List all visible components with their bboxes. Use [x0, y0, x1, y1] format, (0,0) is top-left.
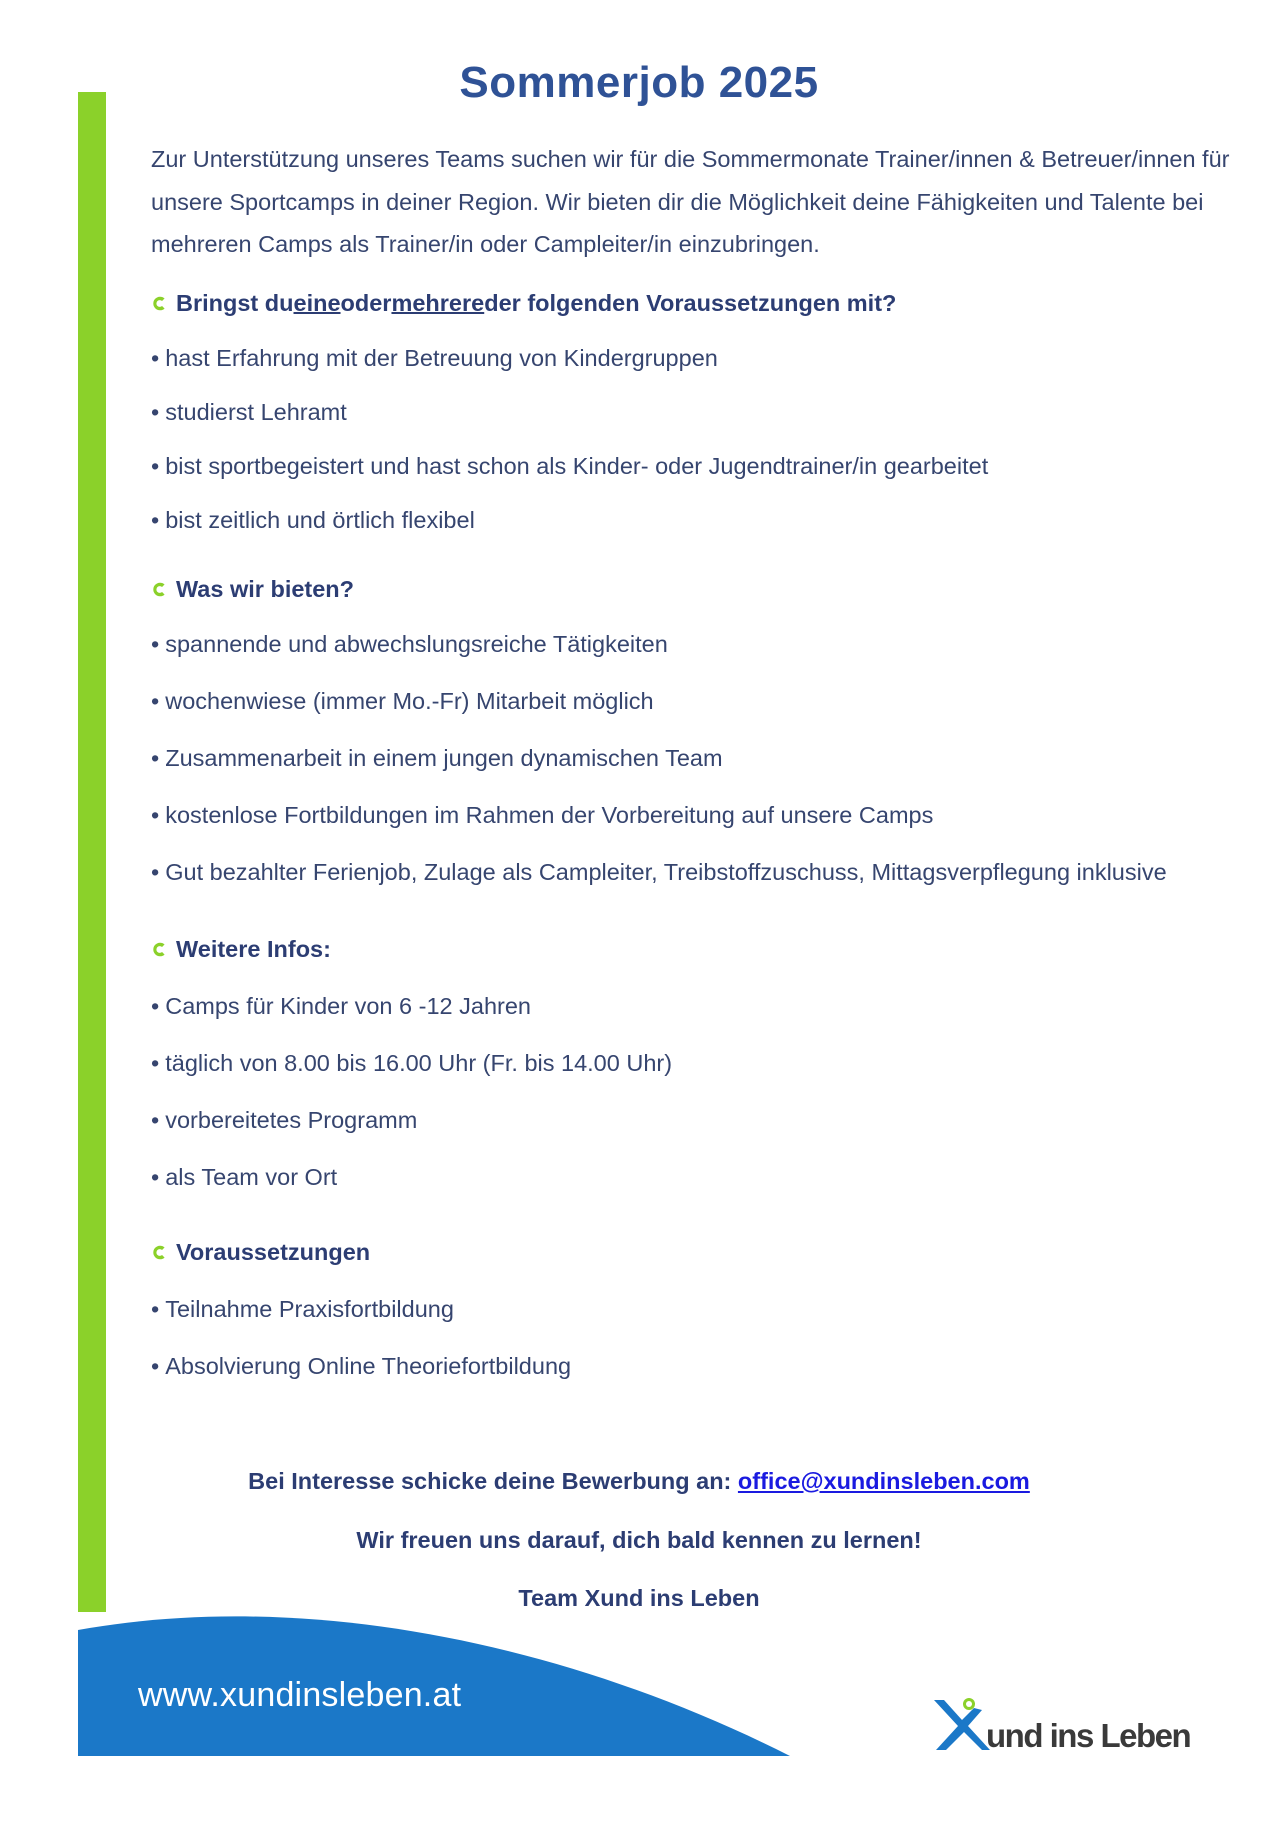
list-item-text: Gut bezahlter Ferienjob, Zulage als Campleiter, Treibstoffzuschuss, Mittagsverpflegung inklusive — [165, 859, 1167, 885]
list-item-text: hast Erfahrung mit der Betreuung von Kindergruppen — [165, 345, 718, 371]
heading-text: Bringst du — [176, 290, 294, 316]
list-item: • bist zeitlich und örtlich flexibel — [151, 507, 475, 533]
list-item: • Teilnahme Praxisfortbildung — [151, 1296, 454, 1322]
list-item-text: bist sportbegeistert und hast schon als Kinder- oder Jugendtrainer/in gearbeitet — [165, 453, 989, 479]
signature: Team Xund ins Leben — [518, 1585, 760, 1611]
heading-text: Weitere Infos: — [176, 936, 331, 962]
heading-underline-1: eine — [293, 290, 341, 316]
xund-x-logo-icon — [928, 1696, 990, 1752]
list-item: • täglich von 8.00 bis 16.00 Uhr (Fr. bis 14.00 Uhr) — [151, 1050, 673, 1076]
list-item-text: als Team vor Ort — [165, 1164, 338, 1190]
list-item-text: spannende und abwechslungsreiche Tätigkeiten — [165, 631, 668, 657]
section-heading-offer — [151, 576, 354, 603]
list-item: • spannende und abwechslungsreiche Tätigkeiten — [151, 631, 668, 657]
list-item: • Absolvierung Online Theoriefortbildung — [151, 1353, 572, 1379]
list-item-text: täglich von 8.00 bis 16.00 Uhr (Fr. bis 14.00 Uhr) — [165, 1050, 673, 1076]
apply-line — [0, 1468, 1278, 1495]
list-item: • bist sportbegeistert und hast schon als Kinder- oder Jugendtrainer/in gearbeitet — [151, 453, 989, 479]
list-item-text: Teilnahme Praxisfortbildung — [165, 1296, 454, 1322]
website-url: www.xundinsleben.at — [138, 1676, 462, 1714]
list-item: • Zusammenarbeit in einem jungen dynamischen Team — [151, 745, 723, 771]
page-title: Sommerjob 2025 — [459, 58, 819, 107]
email-link[interactable]: office@xundinsleben.com — [737, 1468, 1030, 1494]
list-item-text: Zusammenarbeit in einem jungen dynamischen Team — [165, 745, 723, 771]
green-c-icon — [151, 295, 168, 312]
section-heading-requirements — [151, 290, 896, 317]
list-item: • wochenwiese (immer Mo.-Fr) Mitarbeit möglich — [151, 688, 654, 714]
intro-paragraph: Zur Unterstützung unseres Teams suchen wir für die Sommermonate Trainer/innen & Betreuer/innen für unsere Sportcamps in deiner Region. Wir bieten dir die Möglichkeit deine Fähigkeiten und Talente bei mehreren Camps als Trainer/in oder Campleiter/in einzubringen. — [151, 146, 1230, 257]
list-item: • als Team vor Ort — [151, 1164, 338, 1190]
green-accent-bar — [78, 92, 106, 1612]
list-item-text: kostenlose Fortbildungen im Rahmen der Vorbereitung auf unsere Camps — [165, 802, 934, 828]
green-c-icon — [151, 941, 168, 958]
list-item: • studierst Lehramt — [151, 399, 347, 425]
section-heading-infos — [151, 936, 331, 963]
green-c-icon — [151, 581, 168, 598]
heading-underline-2: mehrere — [391, 290, 485, 316]
heading-text: der folgenden Voraussetzungen mit? — [484, 290, 897, 316]
list-item-text: wochenwiese (immer Mo.-Fr) Mitarbeit möglich — [165, 688, 654, 714]
closing-line: Wir freuen uns darauf, dich bald kennen zu lernen! — [356, 1527, 922, 1553]
heading-text: Was wir bieten? — [176, 576, 355, 602]
xund-logo — [928, 1696, 1190, 1752]
apply-text: Bei Interesse schicke deine Bewerbung an: — [248, 1468, 738, 1494]
section-heading-prerequisites — [151, 1239, 370, 1266]
list-item-text: Camps für Kinder von 6 -12 Jahren — [165, 993, 531, 1019]
list-item-text: vorbereitetes Programm — [165, 1107, 418, 1133]
list-item: • hast Erfahrung mit der Betreuung von Kindergruppen — [151, 345, 718, 371]
list-item-text: bist zeitlich und örtlich flexibel — [165, 507, 475, 533]
list-item: • kostenlose Fortbildungen im Rahmen der Vorbereitung auf unsere Camps — [151, 802, 934, 828]
list-item: • Camps für Kinder von 6 -12 Jahren — [151, 993, 531, 1019]
green-c-icon — [151, 1244, 168, 1261]
list-item: • Gut bezahlter Ferienjob, Zulage als Campleiter, Treibstoffzuschuss, Mittagsverpflegung inklusive — [151, 859, 1167, 885]
list-item-text: Absolvierung Online Theoriefortbildung — [165, 1353, 572, 1379]
list-item-text: studierst Lehramt — [165, 399, 347, 425]
heading-text: Voraussetzungen — [176, 1239, 371, 1265]
heading-text: oder — [340, 290, 392, 316]
list-item: • vorbereitetes Programm — [151, 1107, 418, 1133]
logo-text: und ins Leben — [986, 1717, 1191, 1754]
